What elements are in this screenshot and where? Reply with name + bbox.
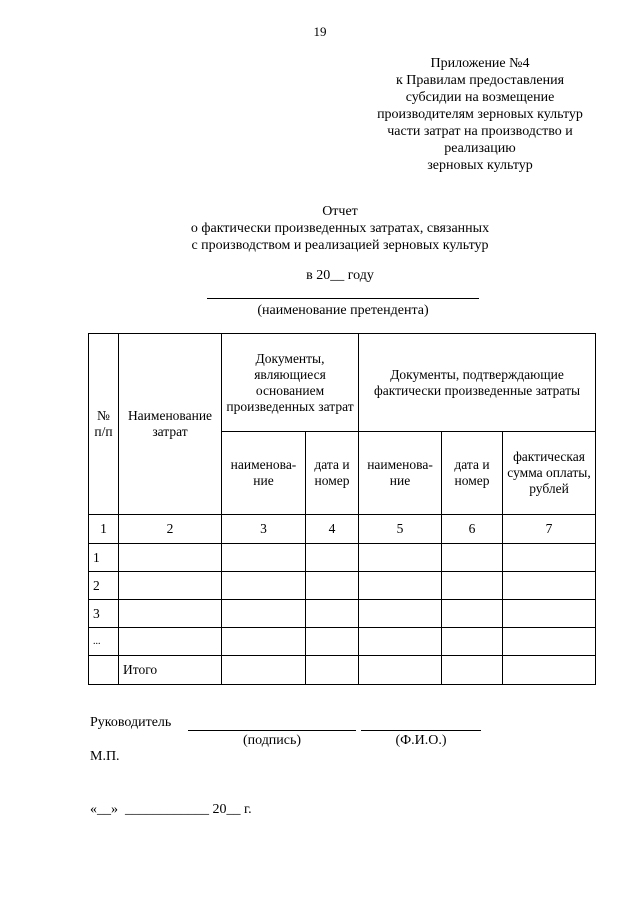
- table-cell: [359, 544, 442, 572]
- table-cell: [222, 544, 306, 572]
- column-number: 6: [442, 515, 503, 544]
- table-cell: [306, 600, 359, 628]
- table-cell: [442, 572, 503, 600]
- subheader-confirm-name: наименова-ние: [359, 432, 442, 515]
- column-number: 2: [119, 515, 222, 544]
- page-number: 19: [313, 24, 327, 39]
- column-number-row: [89, 515, 596, 544]
- row-name: [119, 544, 222, 572]
- table-cell: [306, 544, 359, 572]
- table-cell: [442, 656, 503, 685]
- table-cell: [306, 572, 359, 600]
- stamp-placeholder: М.П.: [90, 749, 120, 764]
- table-cell: [359, 572, 442, 600]
- table-cell: [503, 572, 596, 600]
- applicant-caption: (наименование претендента): [257, 303, 429, 318]
- header-basis-documents: Документы, являющиеся основанием произведенных затрат: [222, 334, 359, 432]
- subheader-confirm-date: дата и номер: [442, 432, 503, 515]
- table-row: [89, 628, 596, 656]
- column-number: 1: [89, 515, 119, 544]
- table-cell: [503, 656, 596, 685]
- table-cell: [442, 544, 503, 572]
- column-number: 5: [359, 515, 442, 544]
- row-name: [119, 600, 222, 628]
- table-cell: [442, 600, 503, 628]
- table-row: [89, 544, 596, 572]
- subheader-basis-name: наименова-ние: [222, 432, 306, 515]
- appendix-header: [360, 55, 600, 174]
- manager-label: Руководитель: [90, 715, 172, 730]
- table-cell: [222, 600, 306, 628]
- header-confirming-documents: Документы, подтверждающие фактически произведенные затраты: [359, 334, 596, 432]
- table-cell: [359, 600, 442, 628]
- appendix-line: реализацию: [444, 141, 516, 156]
- table-cell: [306, 656, 359, 685]
- title-line: о фактически произведенных затратах, связанных: [190, 221, 490, 236]
- title-line: Отчет: [322, 204, 358, 219]
- table-cell: [359, 656, 442, 685]
- appendix-line: части затрат на производство и: [387, 124, 573, 139]
- column-number: 4: [306, 515, 359, 544]
- expense-report-table: [88, 333, 596, 685]
- row-number: ...: [89, 628, 119, 656]
- title-line: с производством и реализацией зерновых культур: [191, 238, 489, 253]
- subheader-payment-amount: фактическая сумма оплаты, рублей: [503, 432, 596, 515]
- appendix-line: Приложение №4: [430, 56, 530, 71]
- table-cell: [503, 600, 596, 628]
- header-number: № п/п: [89, 334, 119, 515]
- table-row: [89, 600, 596, 628]
- row-number: 1: [89, 544, 119, 572]
- signature-caption: (подпись): [242, 733, 302, 748]
- appendix-line: субсидии на возмещение: [405, 90, 555, 105]
- applicant-name-line: [207, 298, 479, 299]
- report-year: в 20__ году: [306, 268, 374, 283]
- table-cell: [503, 628, 596, 656]
- report-title: [120, 203, 560, 254]
- table-row: [89, 572, 596, 600]
- date-line: «__» ____________ 20__ г.: [90, 802, 252, 817]
- row-number: [89, 656, 119, 685]
- total-label: Итого: [119, 656, 222, 685]
- signature-line: [188, 730, 356, 731]
- fio-line: [361, 730, 481, 731]
- table-cell: [359, 628, 442, 656]
- appendix-line: производителям зерновых культур: [377, 107, 583, 122]
- table-cell: [503, 544, 596, 572]
- row-name: [119, 572, 222, 600]
- subheader-basis-date: дата и номер: [306, 432, 359, 515]
- table-cell: [306, 628, 359, 656]
- appendix-line: к Правилам предоставления: [395, 73, 565, 88]
- table-header-row: [89, 334, 596, 432]
- header-expense-name: Наименование затрат: [119, 334, 222, 515]
- table-cell: [222, 572, 306, 600]
- fio-caption: (Ф.И.О.): [395, 733, 447, 748]
- appendix-line: зерновых культур: [427, 158, 533, 173]
- table-cell: [222, 656, 306, 685]
- column-number: 3: [222, 515, 306, 544]
- row-number: 3: [89, 600, 119, 628]
- row-number: 2: [89, 572, 119, 600]
- table-total-row: [89, 656, 596, 685]
- column-number: 7: [503, 515, 596, 544]
- table-cell: [442, 628, 503, 656]
- table-cell: [222, 628, 306, 656]
- row-name: [119, 628, 222, 656]
